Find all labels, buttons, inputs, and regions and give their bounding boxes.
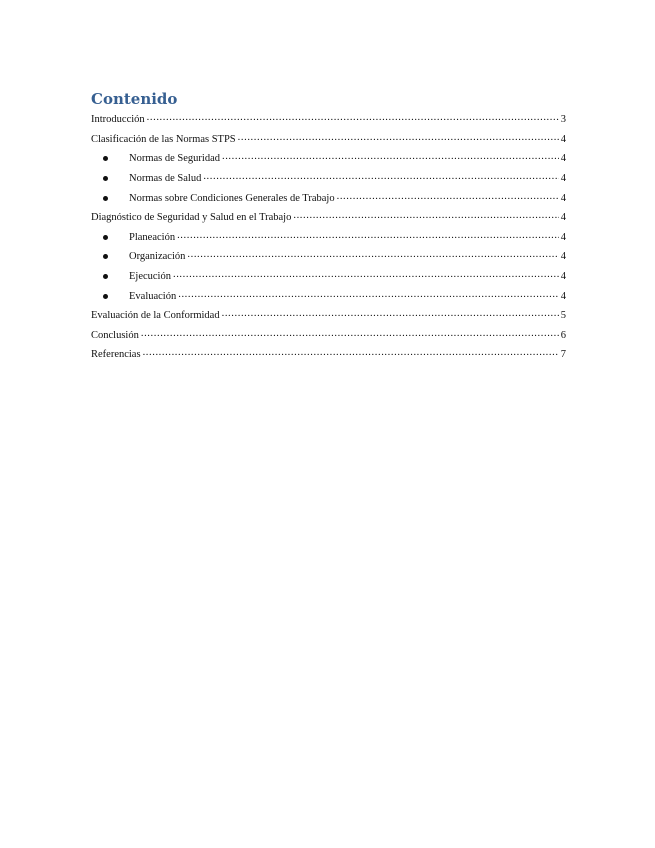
toc-entry-page-number: 4: [560, 133, 566, 145]
dot-leader: [203, 172, 558, 185]
toc-entry[interactable]: [91, 267, 566, 287]
toc-entry[interactable]: [91, 130, 566, 150]
bullet-icon: [103, 254, 108, 259]
toc-entry[interactable]: [91, 169, 566, 189]
toc-entry[interactable]: [91, 326, 566, 346]
toc-entry-label: Evaluación: [129, 290, 177, 302]
dot-leader: [178, 290, 559, 303]
dot-leader: [173, 270, 559, 283]
bullet-icon: [103, 235, 108, 240]
toc-entry-label: Normas de Salud: [129, 173, 202, 185]
dot-leader: [238, 133, 559, 146]
toc-entry-page-number: 4: [560, 153, 566, 165]
dot-leader: [293, 211, 558, 224]
bullet-icon: [103, 176, 108, 181]
dot-leader: [187, 250, 558, 263]
toc-entry[interactable]: [91, 306, 566, 326]
dot-leader: [141, 329, 559, 342]
toc-entry-page-number: 4: [560, 173, 566, 185]
toc-entry-label: Normas sobre Condiciones Generales de Trabajo: [129, 192, 335, 204]
dot-leader: [143, 348, 559, 361]
toc-entry-label: Clasificación de las Normas STPS: [91, 133, 236, 145]
toc-entry-page-number: 4: [560, 290, 566, 302]
toc-entry-page-number: 4: [560, 192, 566, 204]
toc-entry[interactable]: [91, 286, 566, 306]
bullet-icon: [103, 196, 108, 201]
dot-leader: [147, 113, 559, 126]
toc-entry-page-number: 4: [560, 271, 566, 283]
dot-leader: [222, 309, 559, 322]
dot-leader: [222, 152, 559, 165]
dot-leader: [337, 192, 559, 205]
toc-entry-page-number: 4: [560, 212, 566, 224]
toc-entry-label: Ejecución: [129, 271, 171, 283]
toc-entry-page-number: 6: [560, 329, 566, 341]
toc-entry-page-number: 3: [560, 114, 566, 126]
toc-entry-label: Organización: [129, 251, 186, 263]
toc-entry[interactable]: [91, 208, 566, 228]
toc-entry-page-number: 4: [560, 251, 566, 263]
toc-entry-page-number: 7: [560, 349, 566, 361]
toc-entry-label: Normas de Seguridad: [129, 153, 220, 165]
toc-entry[interactable]: [91, 247, 566, 267]
toc-entry[interactable]: [91, 110, 566, 130]
toc-entry[interactable]: [91, 228, 566, 248]
toc-entry-label: Diagnóstico de Seguridad y Salud en el Trabajo: [91, 212, 292, 224]
toc-title: Contenido: [91, 90, 178, 108]
toc-entry-label: Referencias: [91, 349, 141, 361]
bullet-icon: [103, 294, 108, 299]
toc-entry-label: Evaluación de la Conformidad: [91, 310, 220, 322]
bullet-icon: [103, 274, 108, 279]
toc-entry-label: Planeación: [129, 231, 176, 243]
toc-entry[interactable]: [91, 188, 566, 208]
toc-entry-page-number: 4: [560, 231, 566, 243]
toc-entry-label: Introducción: [91, 114, 145, 126]
bullet-icon: [103, 156, 108, 161]
dot-leader: [177, 231, 559, 244]
toc-entry-label: Conclusión: [91, 329, 139, 341]
toc-entry[interactable]: [91, 149, 566, 169]
toc-entry-page-number: 5: [560, 310, 566, 322]
toc-entry[interactable]: [91, 345, 566, 365]
table-of-contents: [91, 110, 566, 365]
